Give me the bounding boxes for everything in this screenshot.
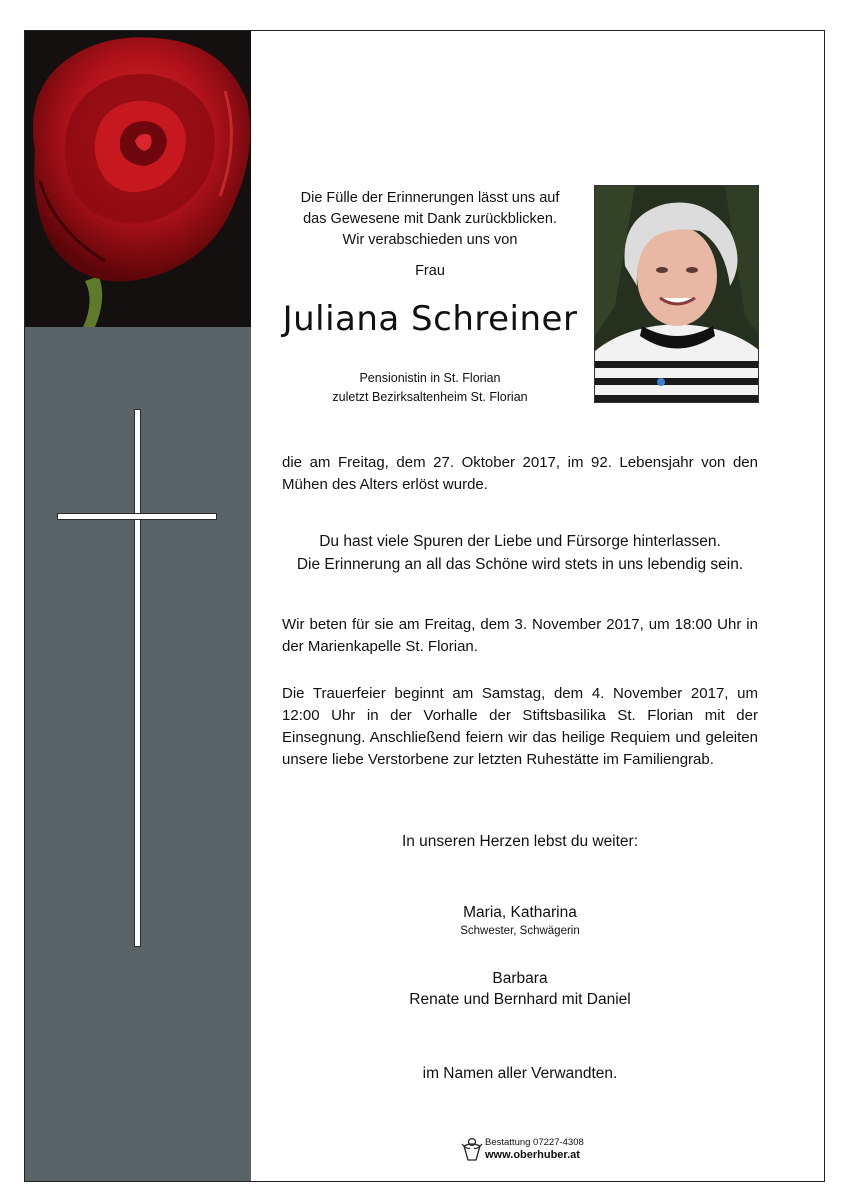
intro-text bbox=[279, 188, 581, 251]
memorial-quote bbox=[271, 530, 769, 576]
mourner-relation: Schwester, Schwägerin bbox=[460, 925, 580, 937]
mourner-name: Barbara bbox=[492, 970, 548, 987]
cross-icon-bar bbox=[57, 513, 217, 520]
cross-icon bbox=[134, 409, 141, 947]
funeral-paragraph: Die Trauerfeier beginnt am Samstag, dem 4. November 2017, um 12:00 Uhr in der Vorhalle der Stiftsbasilika St. Florian mit der Einsegnung. Anschließend feiern wir das heilige Requiem und geleiten unsere liebe Verstorbene zur letzten Ruhestätte im Familiengrab. bbox=[282, 685, 758, 768]
occupation-line: Pensionistin in St. Florian bbox=[359, 371, 501, 385]
hearts-line: In unseren Herzen lebst du weiter: bbox=[401, 833, 639, 850]
angel-logo-icon bbox=[461, 1136, 483, 1162]
notice-content bbox=[251, 31, 825, 1182]
funeral-home-footer bbox=[461, 1136, 591, 1166]
occupation-line: zuletzt Bezirksaltenheim St. Florian bbox=[332, 390, 528, 404]
sidebar-panel bbox=[25, 31, 251, 1182]
quote-line: Du hast viele Spuren der Liebe und Fürsorge hinterlassen. bbox=[319, 533, 721, 550]
mourner-name: Renate und Bernhard mit Daniel bbox=[409, 991, 631, 1008]
death-paragraph: die am Freitag, dem 27. Oktober 2017, im 92. Lebensjahr von den Mühen des Alters erlöst wurde. bbox=[282, 454, 758, 493]
obituary-card bbox=[24, 30, 825, 1182]
occupation-text bbox=[279, 369, 581, 407]
footer-phone: Bestattung 07227-4308 bbox=[485, 1137, 584, 1148]
intro-line: das Gewesene mit Dank zurückblicken. bbox=[303, 211, 557, 227]
deceased-name: Juliana Schreiner bbox=[282, 299, 578, 339]
closing-line: im Namen aller Verwandten. bbox=[422, 1065, 618, 1082]
quote-line: Die Erinnerung an all das Schöne wird stets in uns lebendig sein. bbox=[296, 556, 744, 573]
mourner-name: Maria, Katharina bbox=[463, 904, 577, 921]
footer-website-link[interactable]: www.oberhuber.at bbox=[485, 1149, 580, 1161]
portrait-photo bbox=[594, 185, 759, 403]
prayer-paragraph: Wir beten für sie am Freitag, dem 3. November 2017, um 18:00 Uhr in der Marienkapelle St. Florian. bbox=[282, 616, 758, 655]
salutation: Frau bbox=[415, 263, 445, 279]
rose-image bbox=[25, 31, 251, 327]
intro-line: Die Fülle der Erinnerungen lässt uns auf bbox=[300, 190, 560, 206]
intro-line: Wir verabschieden uns von bbox=[342, 232, 518, 248]
